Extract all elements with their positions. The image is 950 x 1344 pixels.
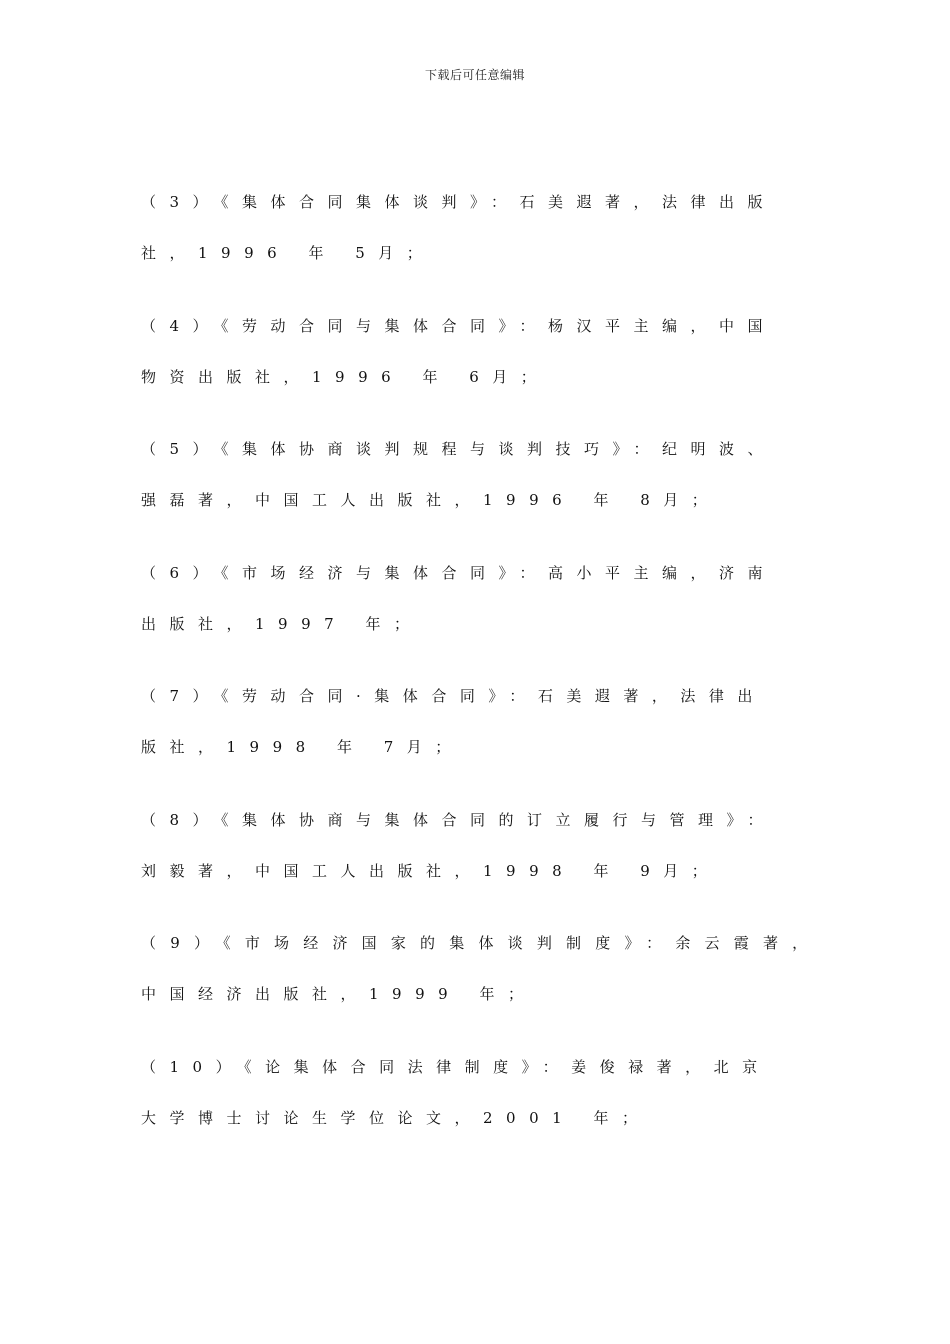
- reference-3-line-2: 社，1996 年 5月；: [141, 244, 436, 262]
- reference-10-line-2: 大学博士讨论生学位论文，2001 年；: [141, 1109, 651, 1127]
- reference-8-line-1: （8）《集体协商与集体合同的订立履行与管理》：: [141, 811, 777, 829]
- reference-4-line-1: （4）《劳动合同与集体合同》：杨汉平主编，中国: [141, 317, 777, 335]
- reference-3-line-1: （3）《集体合同集体谈判》：石美遐著，法律出版: [141, 193, 777, 211]
- reference-6-line-1: （6）《市场经济与集体合同》：高小平主编，济南: [141, 564, 777, 582]
- reference-7-line-2: 版社，1998 年 7月；: [141, 738, 464, 756]
- reference-5-line-2: 强磊著，中国工人出版社，1996 年 8月；: [141, 491, 721, 509]
- reference-9-line-2: 中国经济出版社，1999 年；: [141, 985, 537, 1003]
- reference-9-line-1: （9）《市场经济国家的集体谈判制度》：余云霞著，: [141, 934, 822, 952]
- reference-6-line-2: 出版社，1997 年；: [141, 615, 423, 633]
- page-header: 下载后可任意编辑: [424, 68, 525, 82]
- reference-10-line-1: （10）《论集体合同法律制度》：姜俊禄著，北京: [141, 1058, 771, 1076]
- reference-5-line-1: （5）《集体协商谈判规程与谈判技巧》：纪明波、: [141, 440, 777, 458]
- reference-8-line-2: 刘毅著，中国工人出版社，1998 年 9月；: [141, 862, 721, 880]
- reference-4-line-2: 物资出版社，1996 年 6月；: [141, 368, 550, 386]
- reference-7-line-1: （7）《劳动合同·集体合同》：石美遐著，法律出: [141, 687, 766, 705]
